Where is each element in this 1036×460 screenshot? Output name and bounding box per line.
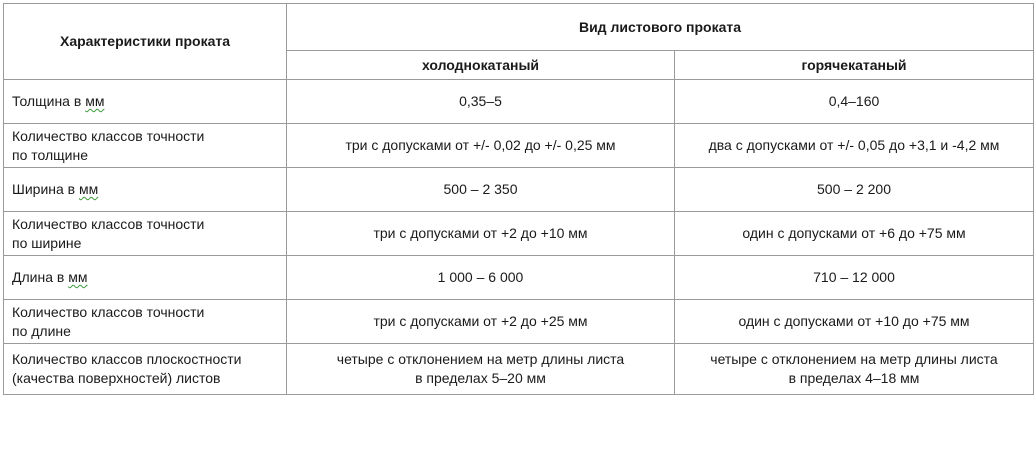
table-row xyxy=(4,300,1034,344)
hot-value-line1: четыре с отклонением на метр длины листа xyxy=(710,351,998,367)
row-label-line2: по ширине xyxy=(12,234,82,251)
row-label-text: Ширина в xyxy=(12,181,79,197)
cold-value xyxy=(287,344,675,395)
row-label xyxy=(4,256,287,300)
hot-value xyxy=(675,344,1034,395)
hot-value: один с допусками от +6 до +75 мм xyxy=(675,212,1034,256)
table-row xyxy=(4,344,1034,395)
rolled-steel-table xyxy=(3,3,1034,395)
table-header-row xyxy=(4,4,1034,51)
cold-value: три с допусками от +/- 0,02 до +/- 0,25 мм xyxy=(287,124,675,168)
header-sheet-type: Вид листового проката xyxy=(287,4,1034,51)
table-row xyxy=(4,80,1034,124)
row-label xyxy=(4,300,287,344)
row-label xyxy=(4,80,287,124)
row-label-line1: Количество классов плоскостности xyxy=(12,351,242,367)
hot-value: 710 – 12 000 xyxy=(675,256,1034,300)
row-label xyxy=(4,212,287,256)
row-label-line2: по длине xyxy=(12,322,71,339)
row-label-unit: мм xyxy=(68,269,88,285)
cold-value: 1 000 – 6 000 xyxy=(287,256,675,300)
table-row xyxy=(4,212,1034,256)
row-label xyxy=(4,344,287,395)
row-label xyxy=(4,168,287,212)
hot-value: 500 – 2 200 xyxy=(675,168,1034,212)
row-label-line2: по толщине xyxy=(12,146,89,163)
cold-value: 0,35–5 xyxy=(287,80,675,124)
hot-value: один с допусками от +10 до +75 мм xyxy=(675,300,1034,344)
cold-value-line2: в пределах 5–20 мм xyxy=(415,370,546,386)
cold-value: 500 – 2 350 xyxy=(287,168,675,212)
row-label-text: Толщина в xyxy=(12,93,86,109)
hot-value-line2: в пределах 4–18 мм xyxy=(788,370,920,386)
row-label-unit: мм xyxy=(85,93,105,109)
row-label-line1: Количество классов точности xyxy=(12,127,205,144)
row-label-line2: (качества поверхностей) листов xyxy=(12,370,221,386)
row-label-unit: мм xyxy=(79,181,99,197)
table-row xyxy=(4,256,1034,300)
header-cold-rolled: холоднокатаный xyxy=(287,51,675,80)
hot-value: два с допусками от +/- 0,05 до +3,1 и -4,2 мм xyxy=(675,124,1034,168)
header-hot-rolled: горячекатаный xyxy=(675,51,1034,80)
cold-value: три с допусками от +2 до +10 мм xyxy=(287,212,675,256)
cold-value: три с допусками от +2 до +25 мм xyxy=(287,300,675,344)
row-label-line1: Количество классов точности xyxy=(12,215,205,232)
table-row xyxy=(4,168,1034,212)
header-characteristics: Характеристики проката xyxy=(4,4,287,80)
row-label-text: Длина в xyxy=(12,269,69,285)
hot-value: 0,4–160 xyxy=(675,80,1034,124)
table-row xyxy=(4,124,1034,168)
row-label-line1: Количество классов точности xyxy=(12,303,205,320)
row-label xyxy=(4,124,287,168)
cold-value-line1: четыре с отклонением на метр длины листа xyxy=(336,351,625,367)
